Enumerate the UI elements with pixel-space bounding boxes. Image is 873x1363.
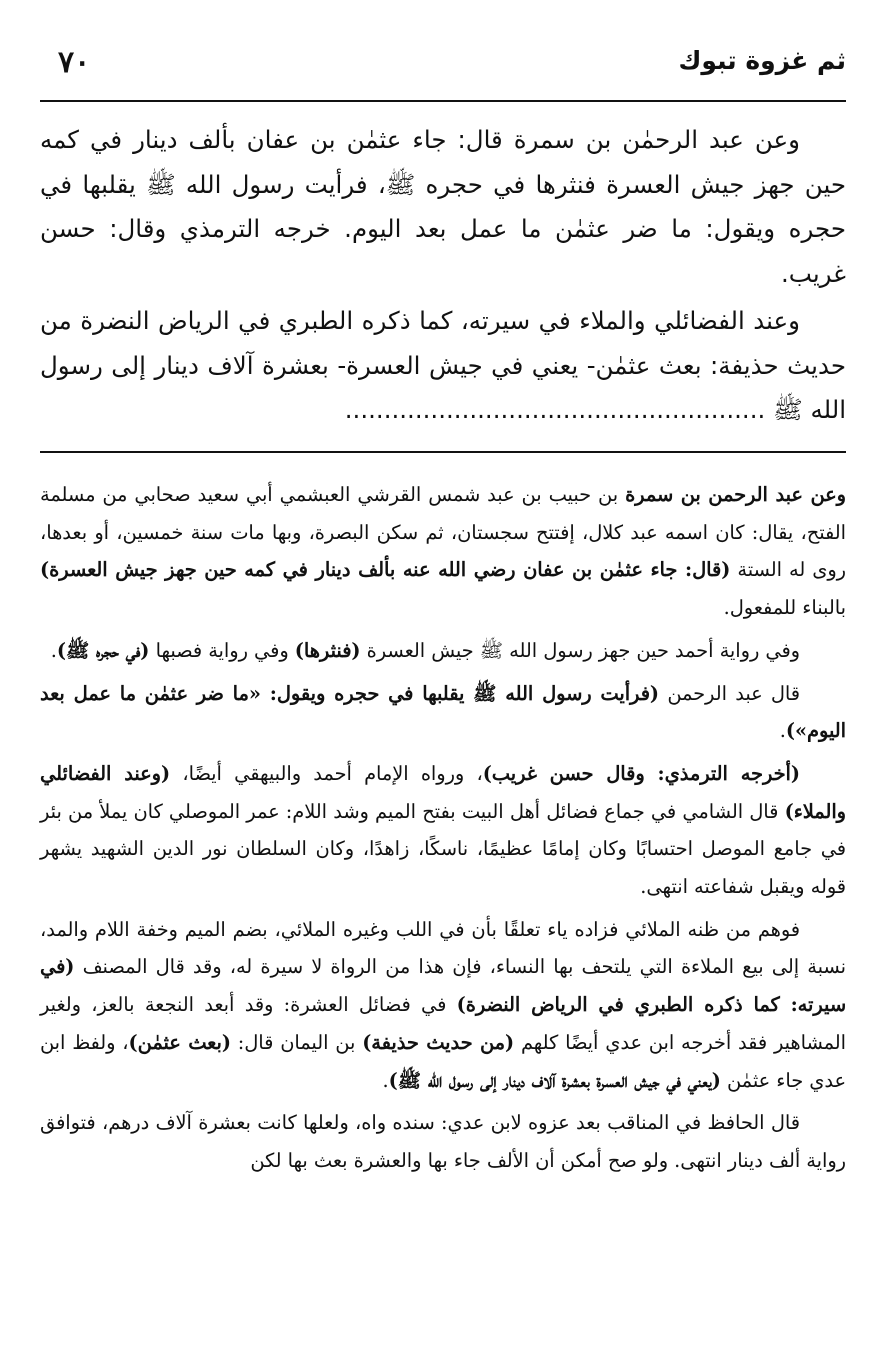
commentary-text: بالبناء للمفعول.: [723, 596, 846, 620]
commentary-text: بن حبيب بن عبد شمس القرشي العبشمي أبي سعيد صحابي من مسلمة الفتح، يقال: كان اسمه عبد كلال، إفتتح سجستان، ثم سكن البصرة، وبها مات سنة خمسين، أو بعدها، روى له الستة: [40, 483, 846, 582]
commentary-text: بن اليمان قال:: [230, 1030, 363, 1054]
commentary: [40, 476, 846, 1180]
commentary-text: قال الشامي في جماع فضائل أهل البيت بفتح الميم وشد اللام: عمر الموصلي كان يملأ من بئر في جامع الموصل احتسابًا وكان إمامًا عظيمًا، ناسكًا، زاهدًا، وكان السلطان نور الدين الشهيد يشهر قوله ويقبل شفاعته انتهى.: [40, 799, 846, 899]
commentary-text: في فضائل العشرة: وقد أبعد النجعة بالعز، ولغير المشاهير فقد أخرجه ابن عدي أيضًا كلهم: [40, 993, 847, 1054]
commentary-paragraph: قال الحافظ في المناقب بعد عزوه لابن عدي: سنده واه، ولعلها كانت بعشرة آلاف درهم، فتوافق رواية ألف دينار انتهى. ولو صح أمكن أن الألف جاء بها والعشرة بعث بها لكن: [40, 1111, 846, 1172]
quoted-text: (فرأيت رسول الله ﷺ يقلبها في حجره ويقول: «ما ضر عثمٰن ما عمل بعد اليوم»): [40, 681, 846, 743]
quoted-text: (أخرجه الترمذي: وقال حسن غريب): [482, 761, 801, 785]
quoted-text: (من حديث حذيفة): [362, 1030, 515, 1054]
quoted-text: (قال: جاء عثمٰن بن عفان رضي الله عنه بألف دينار في كمه حين جهز جيش العسرة): [40, 558, 731, 582]
quoted-text: (فنثرها): [294, 638, 361, 662]
quoted-text: (بعث عثمٰن): [128, 1030, 231, 1054]
commentary-text: ، ولفظ ابن عدي جاء عثمٰن: [40, 1030, 846, 1092]
page-header: [40, 38, 846, 94]
quoted-text: (يعني في جيش العسرة بعشرة آلاف دينار إلى رسول الله ﷺ): [388, 1068, 721, 1092]
commentary-paragraph: [40, 632, 846, 670]
main-text-line: وعند الفضائلي والملاء في سيرته، كما ذكره الطبري في الرياض النضرة من حديث حذيفة: بعث عثمٰن- يعني في جيش العسرة- بعشرة آلاف دينار إلى رسول الله ﷺ: [40, 306, 846, 424]
header-rule: [40, 100, 846, 102]
main-text-paragraph: وعن عبد الرحمٰن بن سمرة قال: جاء عثمٰن بن عفان بألف دينار في كمه حين جهز جيش العسرة فنثرها في حجره ﷺ، فرأيت رسول الله ﷺ يقلبها في حجره ويقول: ما ضر عثمٰن ما عمل بعد اليوم. خرجه الترمذي وقال: حسن غريب.: [40, 125, 846, 288]
quoted-text: (وعند الفضائلي والملاء): [40, 761, 846, 823]
commentary-text: وفي رواية فصبها: [149, 638, 295, 662]
commentary-paragraph: [40, 911, 846, 1100]
commentary-paragraph: [40, 755, 846, 906]
commentary-text: .: [779, 719, 786, 743]
main-text-paragraph: [40, 299, 846, 433]
commentary-text: .: [50, 638, 57, 662]
running-title: ثم غزوة تبوك: [678, 46, 846, 75]
commentary-text: وفي رواية أحمد حين جهز رسول الله ﷺ جيش العسرة: [360, 638, 800, 662]
commentary-paragraph: [40, 476, 846, 627]
commentary-paragraph: [40, 675, 846, 750]
page-number: ٧٠: [58, 45, 91, 80]
commentary-text: فوهم من ظنه الملائي فزاده ياء تعلقًا بأن في اللب وغيره الملائي، بضم الميم وخفة اللام والمد، نسبة إلى بيع الملاءة التي يلتحف بها النساء، فإن هذا من الرواة لا سيرة له، وقد قال المصنف: [40, 917, 846, 979]
commentary-text: .: [382, 1068, 389, 1092]
dotted-separator: ......................................................: [344, 395, 766, 424]
quoted-text: (في حجره ﷺ): [56, 638, 150, 662]
quoted-text: (في سيرته: كما ذكره الطبري في الرياض النضرة): [40, 955, 846, 1017]
commentary-rule: [40, 451, 846, 453]
main-text: [40, 118, 846, 433]
commentary-text: قال عبد الرحمن: [659, 681, 801, 705]
quoted-text: وعن عبد الرحمن بن سمرة: [625, 483, 846, 506]
commentary-text: ، ورواه الإمام أحمد والبيهقي أيضًا،: [170, 761, 483, 785]
